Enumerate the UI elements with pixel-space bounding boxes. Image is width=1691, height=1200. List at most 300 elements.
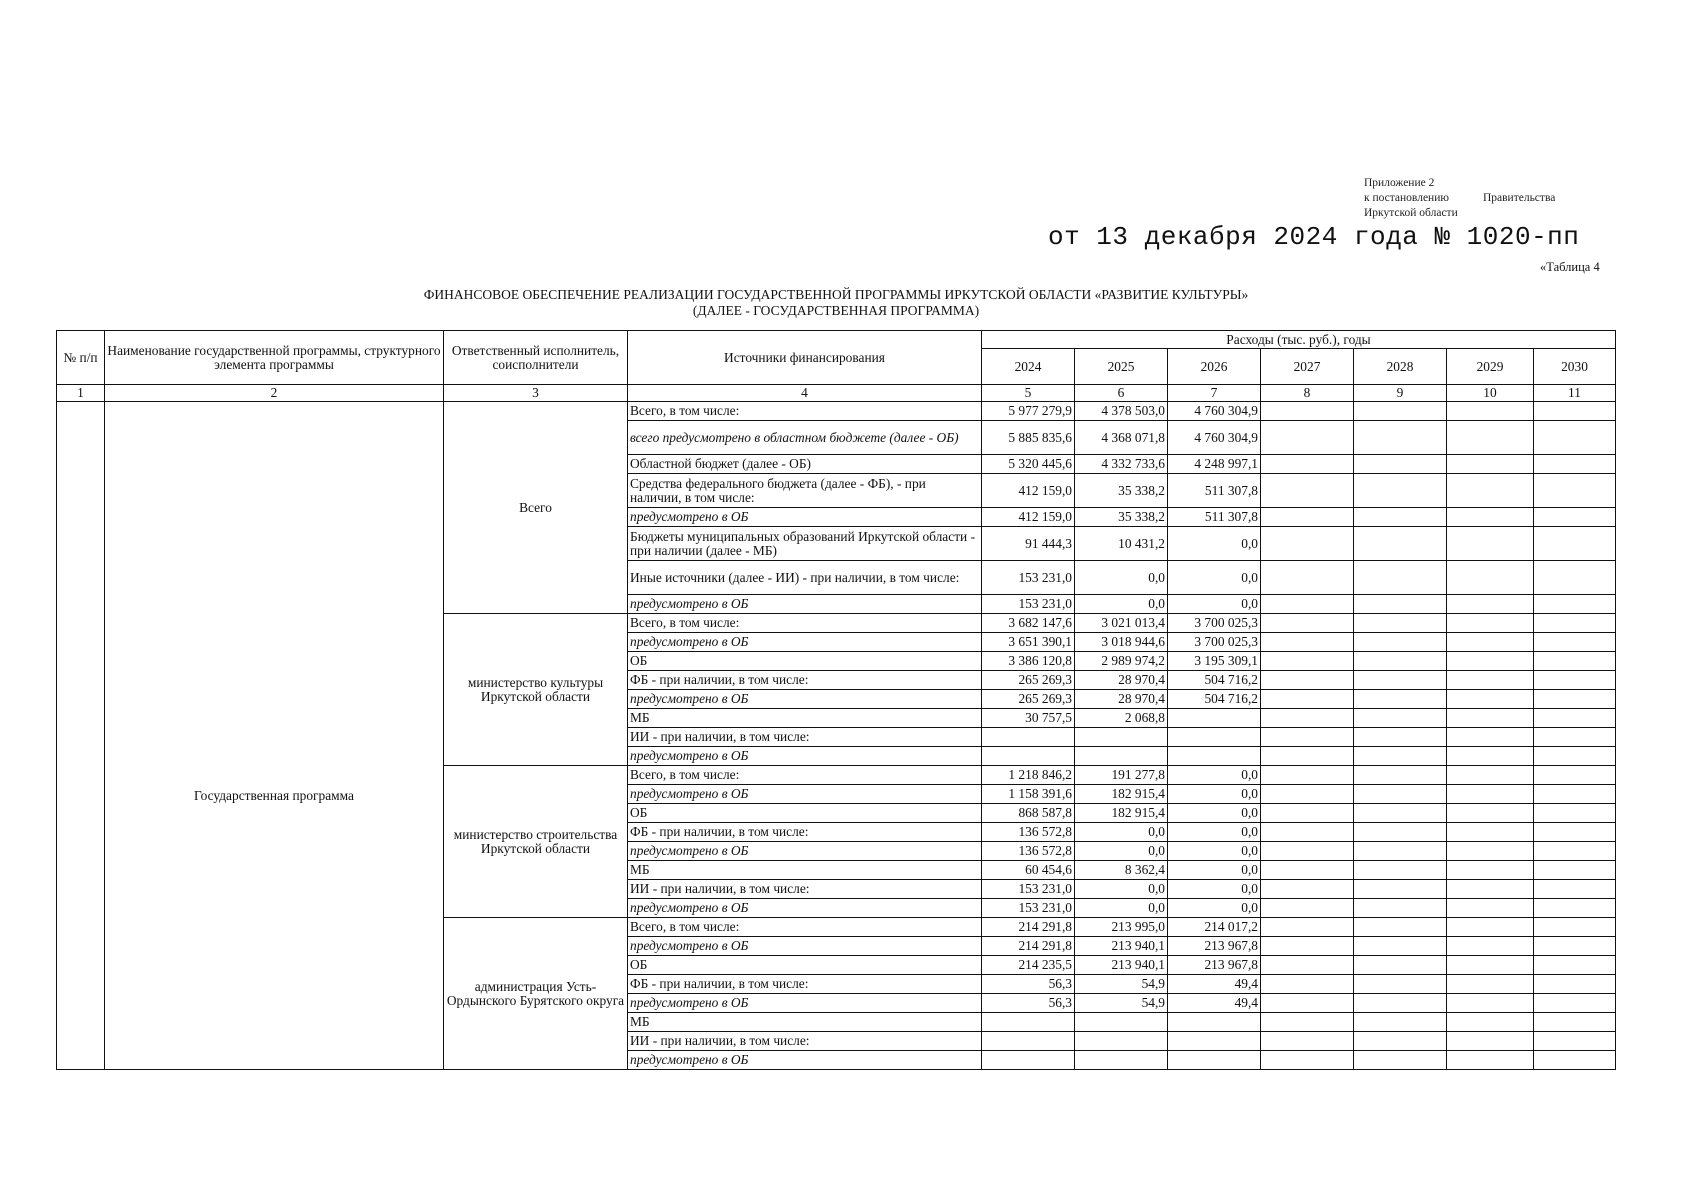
amount-cell-2025: 3 021 013,4 [1075,614,1168,633]
amount-cell-2024: 5 977 279,9 [982,402,1075,421]
amount-cell-2030 [1534,402,1616,421]
amount-cell-2028 [1354,527,1447,561]
amount-cell-2027 [1261,402,1354,421]
amount-cell-2024: 60 454,6 [982,861,1075,880]
header-year: 2025 [1075,349,1168,385]
amount-cell-2026 [1168,728,1261,747]
amount-cell-2027 [1261,561,1354,595]
source-cell: предусмотрено в ОБ [628,747,982,766]
amount-cell-2026: 0,0 [1168,527,1261,561]
amount-cell-2028 [1354,652,1447,671]
amount-cell-2024: 91 444,3 [982,527,1075,561]
source-cell: Областной бюджет (далее - ОБ) [628,455,982,474]
amount-cell-2027 [1261,508,1354,527]
amount-cell-2028 [1354,474,1447,508]
appendix-line-1: Приложение 2 [1364,177,1435,189]
amount-cell-2025 [1075,1032,1168,1051]
source-cell: предусмотрено в ОБ [628,937,982,956]
amount-cell-2029 [1447,527,1534,561]
amount-cell-2030 [1534,937,1616,956]
amount-cell-2028 [1354,671,1447,690]
amount-cell-2030 [1534,880,1616,899]
amount-cell-2024 [982,747,1075,766]
source-cell: Всего, в том числе: [628,766,982,785]
source-cell: МБ [628,1013,982,1032]
executor-cell: министерство строительства Иркутской области [444,766,628,918]
amount-cell-2029 [1447,709,1534,728]
amount-cell-2029 [1447,614,1534,633]
header-executor: Ответственный исполнитель, соисполнители [444,331,628,385]
amount-cell-2027 [1261,728,1354,747]
amount-cell-2026 [1168,1013,1261,1032]
amount-cell-2030 [1534,842,1616,861]
amount-cell-2029 [1447,861,1534,880]
amount-cell-2027 [1261,747,1354,766]
amount-cell-2030 [1534,899,1616,918]
amount-cell-2024: 868 587,8 [982,804,1075,823]
appendix-block [1364,176,1555,221]
amount-cell-2027 [1261,421,1354,455]
amount-cell-2028 [1354,633,1447,652]
header-row-1 [57,331,1616,349]
amount-cell-2028 [1354,766,1447,785]
source-cell: предусмотрено в ОБ [628,899,982,918]
amount-cell-2029 [1447,561,1534,595]
amount-cell-2028 [1354,823,1447,842]
source-cell: ФБ - при наличии, в том числе: [628,975,982,994]
source-cell: ИИ - при наличии, в том числе: [628,728,982,747]
amount-cell-2026: 213 967,8 [1168,956,1261,975]
amount-cell-2029 [1447,421,1534,455]
appendix-line-3: Иркутской области [1364,207,1458,219]
amount-cell-2026: 3 195 309,1 [1168,652,1261,671]
amount-cell-2028 [1354,1013,1447,1032]
amount-cell-2026: 4 760 304,9 [1168,421,1261,455]
amount-cell-2030 [1534,455,1616,474]
amount-cell-2029 [1447,918,1534,937]
amount-cell-2028 [1354,402,1447,421]
amount-cell-2028 [1354,842,1447,861]
amount-cell-2024: 56,3 [982,975,1075,994]
amount-cell-2024: 153 231,0 [982,880,1075,899]
decree-stamp: от 13 декабря 2024 года № 1020-пп [1048,222,1580,252]
amount-cell-2026: 0,0 [1168,899,1261,918]
amount-cell-2025: 191 277,8 [1075,766,1168,785]
amount-cell-2025: 2 068,8 [1075,709,1168,728]
amount-cell-2030 [1534,561,1616,595]
amount-cell-2028 [1354,804,1447,823]
amount-cell-2027 [1261,861,1354,880]
amount-cell-2026: 0,0 [1168,785,1261,804]
column-number: 2 [105,385,444,402]
amount-cell-2030 [1534,1051,1616,1070]
amount-cell-2028 [1354,975,1447,994]
header-year: 2030 [1534,349,1616,385]
amount-cell-2029 [1447,1013,1534,1032]
amount-cell-2025: 182 915,4 [1075,804,1168,823]
amount-cell-2027 [1261,842,1354,861]
amount-cell-2025: 8 362,4 [1075,861,1168,880]
amount-cell-2025 [1075,747,1168,766]
amount-cell-2028 [1354,709,1447,728]
amount-cell-2027 [1261,614,1354,633]
financing-table-body [57,402,1616,1070]
document-subtitle: (ДАЛЕЕ - ГОСУДАРСТВЕННАЯ ПРОГРАММА) [692,303,980,318]
document-title: ФИНАНСОВОЕ ОБЕСПЕЧЕНИЕ РЕАЛИЗАЦИИ ГОСУДАРСТВЕННОЙ ПРОГРАММЫ ИРКУТСКОЙ ОБЛАСТИ «РАЗВИТИЕ КУЛЬТУРЫ» [423,287,1249,302]
amount-cell-2024: 153 231,0 [982,561,1075,595]
amount-cell-2025: 0,0 [1075,899,1168,918]
amount-cell-2025: 4 378 503,0 [1075,402,1168,421]
executor-cell: администрация Усть-Ордынского Бурятского округа [444,918,628,1070]
column-number: 3 [444,385,628,402]
amount-cell-2029 [1447,747,1534,766]
amount-cell-2028 [1354,918,1447,937]
amount-cell-2029 [1447,785,1534,804]
column-number: 11 [1534,385,1616,402]
amount-cell-2028 [1354,508,1447,527]
amount-cell-2026: 49,4 [1168,994,1261,1013]
header-year: 2028 [1354,349,1447,385]
amount-cell-2025: 3 018 944,6 [1075,633,1168,652]
column-number: 4 [628,385,982,402]
amount-cell-2030 [1534,709,1616,728]
header-year: 2027 [1261,349,1354,385]
amount-cell-2024: 265 269,3 [982,671,1075,690]
amount-cell-2026: 3 700 025,3 [1168,614,1261,633]
amount-cell-2030 [1534,633,1616,652]
appendix-line-2b: Правительства [1482,192,1556,204]
amount-cell-2027 [1261,785,1354,804]
amount-cell-2026: 511 307,8 [1168,508,1261,527]
amount-cell-2024: 5 885 835,6 [982,421,1075,455]
column-number: 10 [1447,385,1534,402]
source-cell: ОБ [628,956,982,975]
financing-table [56,330,1616,1070]
amount-cell-2024: 214 235,5 [982,956,1075,975]
amount-cell-2025: 0,0 [1075,823,1168,842]
header-year: 2024 [982,349,1075,385]
amount-cell-2024: 56,3 [982,994,1075,1013]
amount-cell-2024: 3 651 390,1 [982,633,1075,652]
source-cell: предусмотрено в ОБ [628,785,982,804]
amount-cell-2029 [1447,937,1534,956]
amount-cell-2027 [1261,633,1354,652]
header-expenses: Расходы (тыс. руб.), годы [982,331,1616,349]
amount-cell-2028 [1354,994,1447,1013]
amount-cell-2029 [1447,956,1534,975]
amount-cell-2027 [1261,804,1354,823]
amount-cell-2028 [1354,880,1447,899]
amount-cell-2028 [1354,1051,1447,1070]
program-name: Государственная программа [194,787,354,803]
amount-cell-2027 [1261,823,1354,842]
amount-cell-2027 [1261,1051,1354,1070]
amount-cell-2024: 412 159,0 [982,474,1075,508]
source-cell: предусмотрено в ОБ [628,508,982,527]
amount-cell-2027 [1261,1013,1354,1032]
amount-cell-2027 [1261,595,1354,614]
amount-cell-2030 [1534,766,1616,785]
amount-cell-2025: 213 940,1 [1075,937,1168,956]
source-cell: предусмотрено в ОБ [628,842,982,861]
source-cell: Бюджеты муниципальных образований Иркутской области - при наличии (далее - МБ) [628,527,982,561]
amount-cell-2027 [1261,880,1354,899]
amount-cell-2028 [1354,785,1447,804]
amount-cell-2030 [1534,595,1616,614]
amount-cell-2026 [1168,709,1261,728]
source-cell: Средства федерального бюджета (далее - ФБ), - при наличии, в том числе: [628,474,982,508]
amount-cell-2030 [1534,785,1616,804]
amount-cell-2024: 30 757,5 [982,709,1075,728]
amount-cell-2026: 49,4 [1168,975,1261,994]
amount-cell-2026: 504 716,2 [1168,671,1261,690]
source-cell: всего предусмотрено в областном бюджете (далее - ОБ) [628,421,982,455]
amount-cell-2024: 3 682 147,6 [982,614,1075,633]
appendix-line-2a: к постановлению [1364,192,1449,204]
source-cell: Всего, в том числе: [628,918,982,937]
amount-cell-2030 [1534,652,1616,671]
amount-cell-2029 [1447,595,1534,614]
source-cell: Всего, в том числе: [628,402,982,421]
amount-cell-2028 [1354,956,1447,975]
amount-cell-2025: 28 970,4 [1075,671,1168,690]
amount-cell-2029 [1447,690,1534,709]
amount-cell-2024: 5 320 445,6 [982,455,1075,474]
amount-cell-2024: 1 158 391,6 [982,785,1075,804]
amount-cell-2029 [1447,671,1534,690]
amount-cell-2029 [1447,880,1534,899]
program-name-cell [105,402,444,1070]
amount-cell-2024 [982,1051,1075,1070]
source-cell: предусмотрено в ОБ [628,633,982,652]
amount-cell-2025: 182 915,4 [1075,785,1168,804]
amount-cell-2029 [1447,633,1534,652]
amount-cell-2029 [1447,975,1534,994]
amount-cell-2030 [1534,421,1616,455]
amount-cell-2026: 3 700 025,3 [1168,633,1261,652]
appendix-line-2 [1364,191,1555,206]
executor-cell: Всего [444,402,628,614]
amount-cell-2028 [1354,561,1447,595]
amount-cell-2027 [1261,956,1354,975]
table-label: «Таблица 4 [1540,260,1600,274]
amount-cell-2024: 1 218 846,2 [982,766,1075,785]
amount-cell-2026: 504 716,2 [1168,690,1261,709]
amount-cell-2025: 28 970,4 [1075,690,1168,709]
amount-cell-2027 [1261,766,1354,785]
amount-cell-2030 [1534,994,1616,1013]
column-number: 6 [1075,385,1168,402]
source-cell: предусмотрено в ОБ [628,595,982,614]
column-number-row [57,385,1616,402]
amount-cell-2027 [1261,527,1354,561]
amount-cell-2027 [1261,474,1354,508]
amount-cell-2028 [1354,595,1447,614]
amount-cell-2028 [1354,690,1447,709]
amount-cell-2027 [1261,709,1354,728]
source-cell: ОБ [628,804,982,823]
amount-cell-2025: 213 995,0 [1075,918,1168,937]
source-cell: Иные источники (далее - ИИ) - при наличии, в том числе: [628,561,982,595]
amount-cell-2030 [1534,728,1616,747]
amount-cell-2028 [1354,899,1447,918]
amount-cell-2030 [1534,508,1616,527]
amount-cell-2027 [1261,690,1354,709]
amount-cell-2030 [1534,918,1616,937]
amount-cell-2030 [1534,1032,1616,1051]
amount-cell-2030 [1534,474,1616,508]
column-number: 7 [1168,385,1261,402]
amount-cell-2029 [1447,804,1534,823]
source-cell: ИИ - при наличии, в том числе: [628,880,982,899]
amount-cell-2026 [1168,1051,1261,1070]
amount-cell-2025 [1075,728,1168,747]
source-cell: МБ [628,861,982,880]
amount-cell-2026: 0,0 [1168,842,1261,861]
table-row [57,402,1616,421]
amount-cell-2029 [1447,766,1534,785]
amount-cell-2026: 4 760 304,9 [1168,402,1261,421]
amount-cell-2028 [1354,1032,1447,1051]
amount-cell-2030 [1534,861,1616,880]
amount-cell-2029 [1447,1032,1534,1051]
header-num: № п/п [57,331,105,385]
row-number-cell [57,402,105,1070]
amount-cell-2025: 213 940,1 [1075,956,1168,975]
amount-cell-2026: 0,0 [1168,823,1261,842]
amount-cell-2029 [1447,652,1534,671]
amount-cell-2025: 35 338,2 [1075,474,1168,508]
column-number: 1 [57,385,105,402]
amount-cell-2030 [1534,823,1616,842]
source-cell: МБ [628,709,982,728]
amount-cell-2029 [1447,842,1534,861]
amount-cell-2029 [1447,1051,1534,1070]
amount-cell-2024: 136 572,8 [982,823,1075,842]
column-number: 9 [1354,385,1447,402]
amount-cell-2028 [1354,614,1447,633]
source-cell: предусмотрено в ОБ [628,994,982,1013]
amount-cell-2026 [1168,747,1261,766]
amount-cell-2029 [1447,728,1534,747]
amount-cell-2025: 35 338,2 [1075,508,1168,527]
source-cell: ОБ [628,652,982,671]
amount-cell-2025: 0,0 [1075,880,1168,899]
amount-cell-2029 [1447,402,1534,421]
amount-cell-2026: 214 017,2 [1168,918,1261,937]
amount-cell-2024: 265 269,3 [982,690,1075,709]
amount-cell-2026: 4 248 997,1 [1168,455,1261,474]
amount-cell-2024: 136 572,8 [982,842,1075,861]
amount-cell-2030 [1534,671,1616,690]
header-year: 2026 [1168,349,1261,385]
amount-cell-2024 [982,1013,1075,1032]
amount-cell-2027 [1261,652,1354,671]
amount-cell-2027 [1261,994,1354,1013]
amount-cell-2026: 0,0 [1168,561,1261,595]
amount-cell-2030 [1534,747,1616,766]
amount-cell-2025: 4 368 071,8 [1075,421,1168,455]
amount-cell-2026 [1168,1032,1261,1051]
amount-cell-2028 [1354,455,1447,474]
amount-cell-2029 [1447,899,1534,918]
amount-cell-2027 [1261,455,1354,474]
amount-cell-2025: 54,9 [1075,994,1168,1013]
amount-cell-2030 [1534,804,1616,823]
amount-cell-2024 [982,1032,1075,1051]
amount-cell-2029 [1447,508,1534,527]
amount-cell-2025: 0,0 [1075,595,1168,614]
amount-cell-2026: 0,0 [1168,595,1261,614]
amount-cell-2025: 0,0 [1075,561,1168,595]
amount-cell-2024: 153 231,0 [982,899,1075,918]
amount-cell-2024: 153 231,0 [982,595,1075,614]
amount-cell-2029 [1447,823,1534,842]
amount-cell-2026: 213 967,8 [1168,937,1261,956]
amount-cell-2024: 214 291,8 [982,937,1075,956]
amount-cell-2027 [1261,975,1354,994]
amount-cell-2026: 0,0 [1168,880,1261,899]
header-name: Наименование государственной программы, структурного элемента программы [105,331,444,385]
amount-cell-2025: 0,0 [1075,842,1168,861]
amount-cell-2030 [1534,1013,1616,1032]
source-cell: предусмотрено в ОБ [628,690,982,709]
amount-cell-2030 [1534,614,1616,633]
amount-cell-2028 [1354,421,1447,455]
column-number: 8 [1261,385,1354,402]
executor-cell: министерство культуры Иркутской области [444,614,628,766]
amount-cell-2028 [1354,861,1447,880]
header-sources: Источники финансирования [628,331,982,385]
amount-cell-2030 [1534,975,1616,994]
header-year: 2029 [1447,349,1534,385]
source-cell: Всего, в том числе: [628,614,982,633]
amount-cell-2029 [1447,994,1534,1013]
amount-cell-2027 [1261,918,1354,937]
amount-cell-2025: 10 431,2 [1075,527,1168,561]
amount-cell-2029 [1447,455,1534,474]
amount-cell-2025 [1075,1051,1168,1070]
source-cell: ИИ - при наличии, в том числе: [628,1032,982,1051]
amount-cell-2025: 54,9 [1075,975,1168,994]
amount-cell-2026: 511 307,8 [1168,474,1261,508]
amount-cell-2030 [1534,956,1616,975]
amount-cell-2025: 2 989 974,2 [1075,652,1168,671]
amount-cell-2028 [1354,728,1447,747]
amount-cell-2027 [1261,899,1354,918]
amount-cell-2026: 0,0 [1168,766,1261,785]
amount-cell-2025: 4 332 733,6 [1075,455,1168,474]
source-cell: предусмотрено в ОБ [628,1051,982,1070]
amount-cell-2030 [1534,690,1616,709]
amount-cell-2025 [1075,1013,1168,1032]
amount-cell-2024 [982,728,1075,747]
amount-cell-2026: 0,0 [1168,804,1261,823]
amount-cell-2027 [1261,1032,1354,1051]
amount-cell-2028 [1354,937,1447,956]
amount-cell-2028 [1354,747,1447,766]
amount-cell-2026: 0,0 [1168,861,1261,880]
amount-cell-2027 [1261,671,1354,690]
amount-cell-2024: 214 291,8 [982,918,1075,937]
source-cell: ФБ - при наличии, в том числе: [628,671,982,690]
amount-cell-2029 [1447,474,1534,508]
amount-cell-2030 [1534,527,1616,561]
source-cell: ФБ - при наличии, в том числе: [628,823,982,842]
column-number: 5 [982,385,1075,402]
amount-cell-2024: 412 159,0 [982,508,1075,527]
amount-cell-2024: 3 386 120,8 [982,652,1075,671]
